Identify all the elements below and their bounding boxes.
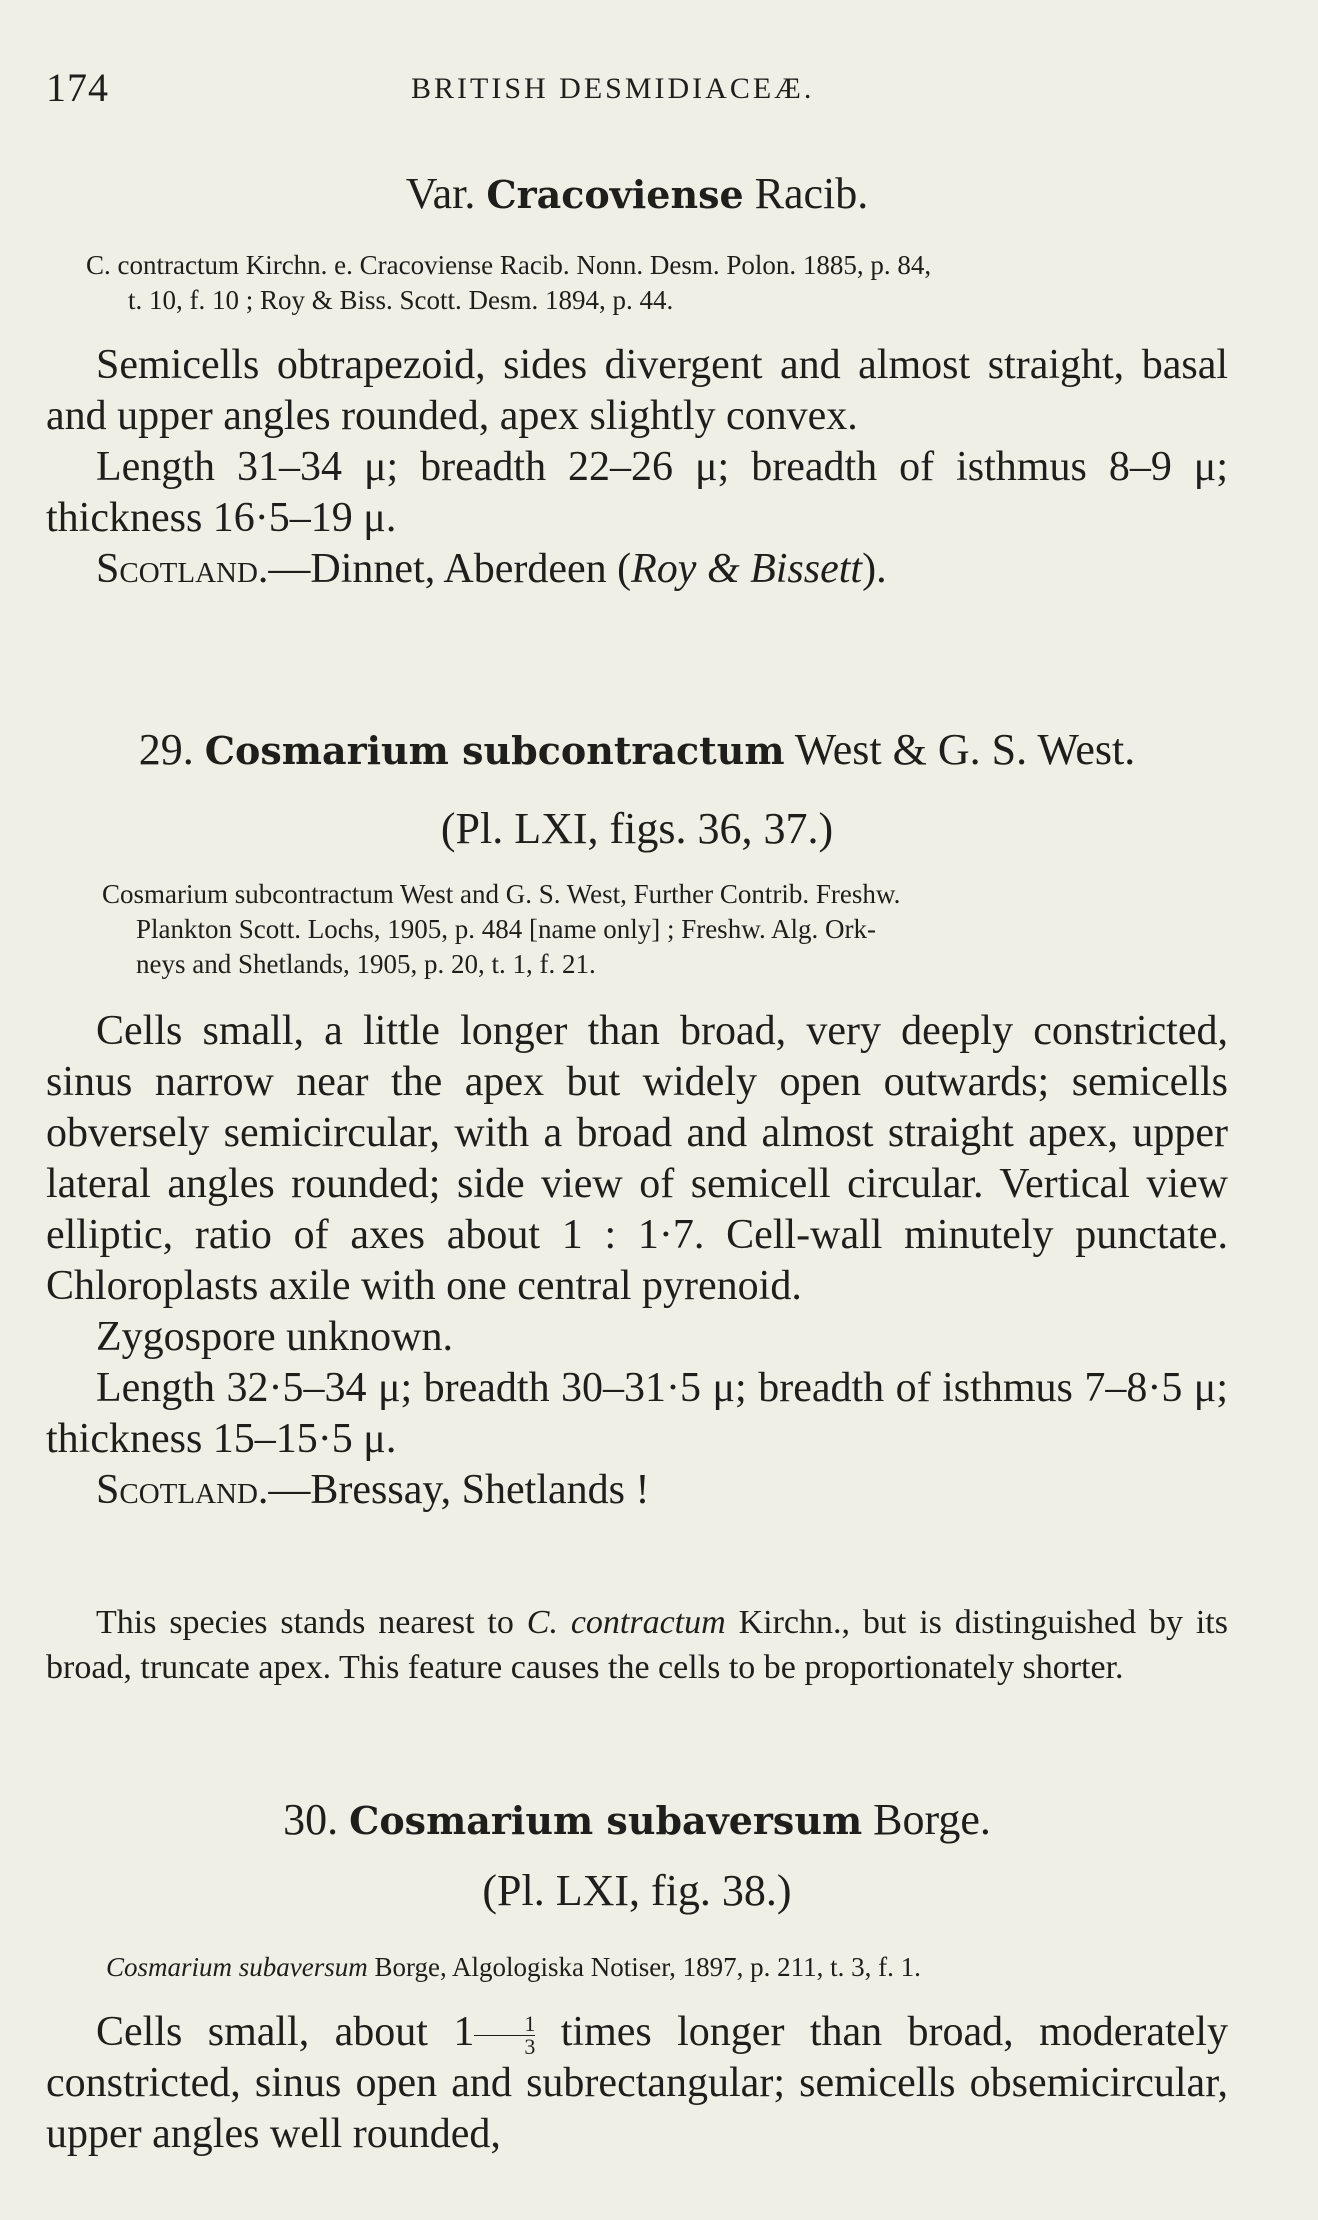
synonymy-line: Plankton Scott. Lochs, 1905, p. 484 [name only] ; Freshw. Alg. Ork-: [136, 914, 876, 944]
species-name: Cosmarium subcontractum: [204, 728, 785, 773]
species-number: 30.: [283, 1795, 339, 1844]
locality-close: ).: [862, 546, 887, 592]
synonymy-line: t. 10, f. 10 ; Roy & Biss. Scott. Desm. 1894, p. 44.: [128, 285, 674, 315]
page-number: 174: [46, 65, 109, 110]
species-number: 29.: [138, 725, 194, 774]
variety-author: Racib.: [754, 169, 869, 218]
species-29-heading: [46, 722, 1228, 857]
species-30-synonymy: [46, 1950, 1228, 1985]
species-author: West & G. S. West.: [794, 725, 1136, 774]
species-measurements: Length 32·5–34 μ; breadth 30–31·5 μ; breadth of isthmus 7–8·5 μ; thickness 15–15·5 μ.: [46, 1365, 1228, 1462]
locality-region: Scotland: [96, 1467, 258, 1513]
species-30-description-block: [46, 2007, 1228, 2160]
description-text: Cells small, about 1: [96, 2009, 475, 2055]
locality-text: .—Bressay, Shetlands !: [257, 1467, 650, 1513]
note-text: Kirchn., but is distinguished by its broad, truncate apex. This feature causes the cells to be proportionately shorter.: [46, 1604, 1228, 1686]
species-29-synonymy: [46, 877, 1228, 982]
plate-reference: (Pl. LXI, figs. 36, 37.): [440, 804, 834, 853]
fraction-denominator: 3: [524, 2033, 536, 2059]
running-title: BRITISH DESMIDIACEÆ.: [411, 72, 815, 105]
synonymy-taxon: Cosmarium subaversum: [106, 1952, 368, 1982]
species-name: Cosmarium subaversum: [349, 1798, 863, 1843]
species-description: [46, 2007, 1228, 2160]
species-description: Cells small, a little longer than broad, very deeply constricted, sinus narrow near the apex but widely open outwards; semicells obversely semicircular, with a broad and almost straight apex, upper lateral angles rounded; side view of semicell circular. Vertical view elliptic, ratio of axes about 1 : 1·7. Cell-wall minutely punctate. Chloroplasts axile with one central pyrenoid.: [46, 1008, 1228, 1309]
locality-collectors: Roy & Bissett: [631, 546, 863, 592]
species-29-description-block: [46, 1006, 1228, 1516]
synonymy-line: Cosmarium subcontractum West and G. S. West, Further Contrib. Freshw.: [102, 879, 901, 909]
species-locality: [46, 1465, 1228, 1516]
locality-text: .—Dinnet, Aberdeen (: [257, 546, 632, 592]
variety-description-block: [46, 340, 1228, 595]
variety-description: Semicells obtrapezoid, sides divergent and almost straight, basal and upper angles rounded, apex slightly convex.: [46, 342, 1228, 439]
species-29-note: [46, 1600, 1228, 1690]
synonymy-citation: Borge, Algologiska Notiser, 1897, p. 211, t. 3, f. 1.: [367, 1952, 921, 1982]
species-30-heading: [46, 1792, 1228, 1919]
running-head: [46, 64, 1236, 114]
variety-heading: [46, 166, 1228, 223]
variety-locality: [46, 544, 1228, 595]
description-text: times longer than broad, moderately constricted, sinus open and subrectangular; semicells obsemicircular, upper angles well rounded,: [46, 2009, 1228, 2157]
variety-measurements: Length 31–34 μ; breadth 22–26 μ; breadth of isthmus 8–9 μ; thickness 16·5–19 μ.: [46, 444, 1228, 541]
species-zygospore: Zygospore unknown.: [96, 1314, 453, 1360]
note-species-ref: C. contractum: [526, 1604, 726, 1641]
variety-name: Cracoviense: [486, 172, 744, 217]
species-author: Borge.: [873, 1795, 991, 1844]
synonymy-line: neys and Shetlands, 1905, p. 20, t. 1, f. 21.: [136, 949, 596, 979]
fraction-one-third: [474, 2010, 536, 2059]
fraction-numerator: 1: [474, 2013, 535, 2036]
heading-prefix: Var.: [405, 169, 476, 218]
variety-synonymy: [46, 248, 1228, 318]
locality-region: Scotland: [96, 546, 258, 592]
plate-reference: (Pl. LXI, fig. 38.): [482, 1866, 792, 1915]
note-text: This species stands nearest to: [96, 1604, 527, 1641]
synonymy-line: C. contractum Kirchn. e. Cracoviense Racib. Nonn. Desm. Polon. 1885, p. 84,: [86, 250, 932, 280]
